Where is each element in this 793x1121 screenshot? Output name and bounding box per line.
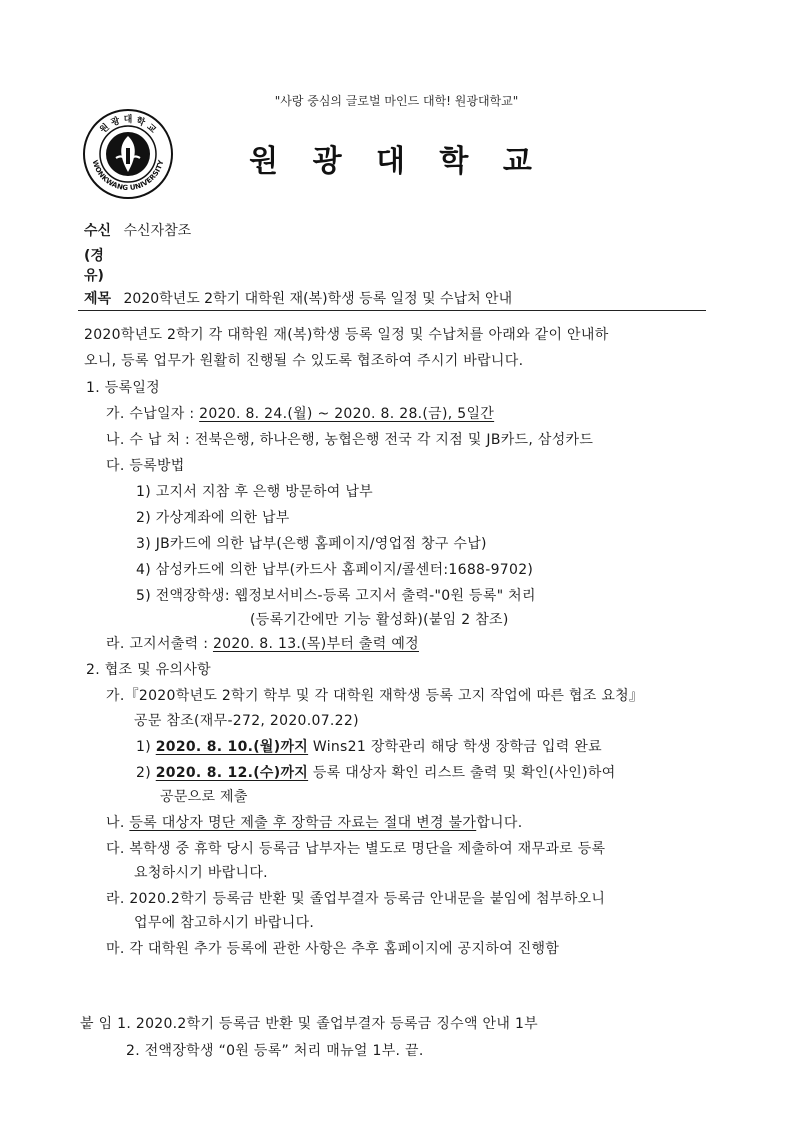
section1-a: 가. 수납일자 : 2020. 8. 24.(월) ~ 2020. 8. 28.(금), 5일간 bbox=[106, 406, 495, 422]
section2-c-line2: 요청하시기 바랍니다. bbox=[134, 865, 268, 881]
recipient-value: 수신자참조 bbox=[123, 223, 192, 239]
section2-e: 마. 각 대학원 추가 등록에 관한 사항은 추후 홈페이지에 공지하여 진행함 bbox=[106, 941, 560, 957]
section2-a2-cont: 공문으로 제출 bbox=[160, 789, 248, 805]
via-label-2: 유) bbox=[84, 268, 104, 284]
section1-b: 나. 수 납 처 : 전북은행, 하나은행, 농협은행 전국 각 지점 및 JB카드, 삼성카드 bbox=[106, 432, 594, 448]
attachment-line-2: 2. 전액장학생 “0원 등록” 처리 매뉴얼 1부. 끝. bbox=[126, 1043, 424, 1059]
method-item-5-cont: (등록기간에만 기능 활성화)(붙임 2 참조) bbox=[250, 612, 509, 628]
seal-bottom-text: WONKWANG UNIVERSITY bbox=[90, 159, 166, 193]
header-divider bbox=[78, 310, 706, 311]
section2-a2: 2) 2020. 8. 12.(수)까지 등록 대상자 확인 리스트 출력 및 확인(사인)하여 bbox=[136, 765, 616, 781]
no-change-notice: 등록 대상자 명단 제출 후 장학금 자료는 절대 변경 불가 bbox=[129, 815, 477, 831]
subject-label: 제목 bbox=[84, 291, 112, 307]
section2-d-line2: 업무에 참고하시기 바랍니다. bbox=[134, 915, 315, 931]
motto-text: "사랑 중심의 글로벌 마인드 대학! 원광대학교" bbox=[274, 94, 519, 108]
method-item-1: 1) 고지서 지참 후 은행 방문하여 납부 bbox=[136, 484, 374, 500]
subject-row bbox=[84, 288, 512, 308]
section2-d-line1: 라. 2020.2학기 등록금 반환 및 졸업부결자 등록금 안내문을 붙임에 첨부하오니 bbox=[106, 891, 606, 907]
method-item-5: 5) 전액장학생: 웹정보서비스-등록 고지서 출력-"0원 등록" 처리 bbox=[136, 588, 536, 604]
section2-a-line1: 가.『2020학년도 2학기 학부 및 각 대학원 재학생 등록 고지 작업에 따른 협조 요청』 bbox=[106, 688, 644, 704]
recipient-row bbox=[84, 220, 191, 240]
recipient-label: 수신 bbox=[84, 223, 112, 239]
section2-a-line2: 공문 참조(재무-272, 2020.07.22) bbox=[134, 713, 359, 729]
method-item-4: 4) 삼성카드에 의한 납부(카드사 홈페이지/콜센터:1688-9702) bbox=[136, 562, 534, 578]
section2-c-line1: 다. 복학생 중 휴학 당시 등록금 납부자는 별도로 명단을 제출하여 재무과로 등록 bbox=[106, 841, 606, 857]
bill-print-date: 2020. 8. 13.(목)부터 출력 예정 bbox=[212, 636, 419, 652]
section1-c-title: 다. 등록방법 bbox=[106, 458, 185, 474]
university-name: 원 광 대 학 교 bbox=[249, 144, 544, 179]
attachment-line-1: 붙 임 1. 2020.2학기 등록금 반환 및 졸업부결자 등록금 징수액 안내 1부 bbox=[80, 1016, 538, 1032]
section1-title: 1. 등록일정 bbox=[86, 380, 161, 396]
intro-line-1: 2020학년도 2학기 각 대학원 재(복)학생 등록 일정 및 수납처를 아래와 같이 안내하 bbox=[84, 327, 609, 343]
method-item-2: 2) 가상계좌에 의한 납부 bbox=[136, 510, 290, 526]
payment-period: 2020. 8. 24.(월) ~ 2020. 8. 28.(금), 5일간 bbox=[199, 406, 495, 422]
deadline-2: 2020. 8. 12.(수)까지 bbox=[155, 765, 309, 781]
section1-d: 라. 고지서출력 : 2020. 8. 13.(목)부터 출력 예정 bbox=[106, 636, 419, 652]
intro-line-2: 오니, 등록 업무가 원활히 진행될 수 있도록 협조하여 주시기 바랍니다. bbox=[84, 353, 524, 369]
via-label-1: (경 bbox=[84, 248, 104, 264]
deadline-1: 2020. 8. 10.(월)까지 bbox=[155, 739, 309, 755]
subject-value: 2020학년도 2학기 대학원 재(복)학생 등록 일정 및 수납처 안내 bbox=[123, 291, 513, 307]
section2-a1: 1) 2020. 8. 10.(월)까지 Wins21 장학관리 해당 학생 장학금 입력 완료 bbox=[136, 739, 602, 755]
method-item-3: 3) JB카드에 의한 납부(은행 홈페이지/영업점 창구 수납) bbox=[136, 536, 487, 552]
section2-title: 2. 협조 및 유의사항 bbox=[86, 662, 211, 678]
section2-b: 나. 등록 대상자 명단 제출 후 장학금 자료는 절대 변경 불가합니다. bbox=[106, 815, 523, 831]
seal-top-text: 원 광 대 학 교 bbox=[98, 115, 158, 136]
